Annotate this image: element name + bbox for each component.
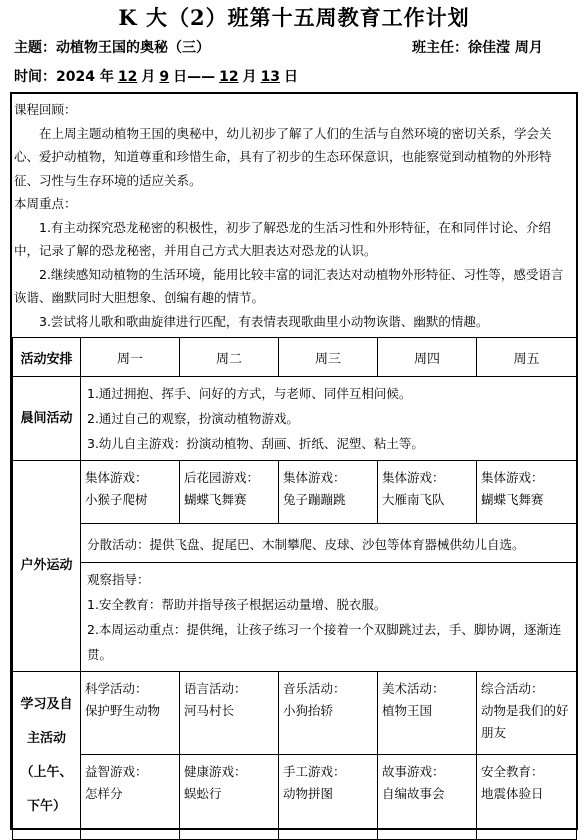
study-label [13,672,81,840]
guidance-heading: 观察指导： [87,572,150,587]
header-cell: 周三 [279,338,378,377]
time-day-end: 13 [260,69,281,85]
header-cell: 周二 [180,338,279,377]
time-label: 时间：2024 年 [14,69,114,85]
game-type: 集体游戏： [85,470,148,485]
activity-type: 音乐活动： [283,681,346,696]
game-type: 后花园游戏： [184,470,260,485]
activity-name: 蜈蚣行 [184,786,222,801]
focus-item: 1.有主动探究恐龙秘密的积极性，初步了解恐龙的生活习性和外形特征，在和同伴讨论、介绍中，记录了解的恐龙秘密，并用自己方式大胆表达对恐龙的认识。 [14,219,551,258]
outdoor-label: 户外运动 [13,461,81,672]
morning-label: 晨间活动 [13,377,81,461]
activity-type: 健康游戏： [184,764,247,779]
list-item: 2.通过自己的观察，扮演动植物游戏。 [87,411,299,426]
time-day-start: 9 [159,69,170,85]
activity-name: 动物是我们的好朋友 [481,703,569,740]
game-cell [279,461,378,524]
header-row [13,338,577,377]
activity-type: 手工游戏： [283,764,346,779]
list-item: 1.安全教育：帮助并指导孩子根据运动量增、脱衣服。 [87,597,387,612]
morning-row [13,377,577,461]
schedule-table [12,337,577,840]
game-name: 蝴蝶飞舞赛 [184,492,247,507]
outdoor-free-row [13,524,577,563]
activity-cell [477,672,577,755]
activity-cell [81,755,180,840]
activity-cell [378,755,477,840]
activity-type: 科学活动： [85,681,148,696]
activity-cell [378,672,477,755]
time-month-unit-2: 月 [242,69,257,85]
game-cell [180,461,279,524]
header-cell: 周四 [378,338,477,377]
activity-type: 综合活动： [481,681,544,696]
list-item: 1.通过拥抱、挥手、问好的方式，与老师、同伴互相问候。 [87,386,412,401]
header-cell: 周五 [477,338,577,377]
activity-name: 地震体验日 [481,786,544,801]
activity-name: 植物王国 [382,703,433,718]
plan-sheet [10,92,578,830]
review-heading: 课程回顾： [14,102,77,117]
game-type: 集体游戏： [283,470,346,485]
activity-name: 怎样分 [85,786,123,801]
focus-item: 3.尝试将儿歌和歌曲旋律进行匹配，有表情表现歌曲里小动物诙谐、幽默的情趣。 [39,313,489,329]
game-cell [378,461,477,524]
activity-type: 语言活动： [184,681,247,696]
outdoor-free: 分散活动：提供飞盘、捉尾巴、木制攀爬、皮球、沙包等体育器械供幼儿自选。 [81,524,577,563]
activity-cell [180,755,279,840]
study-label-line: 主活动 [26,730,66,746]
study-label-line: 下午） [26,798,66,814]
time-day-unit-2: 日 [284,69,299,85]
time-month-start: 12 [117,69,138,85]
activity-cell [279,672,378,755]
activity-name: 保护野生动物 [85,703,161,718]
activity-name: 小狗抬轿 [283,703,334,718]
list-item: 2.本周运动重点：提供绳，让孩子练习一个接着一个双脚跳过去，手、脚协调，逐渐连贯。 [87,622,562,662]
outdoor-games-row [13,461,577,524]
focus-item: 2.继续感知动植物的生活环境，能用比较丰富的词汇表达对动植物外形特征、习性等，感受语言诙谐、幽默同时大胆想象、创编有趣的情节。 [14,266,564,305]
game-name: 大雁南飞队 [382,492,445,507]
guidance-row [13,563,577,672]
review-section [14,98,574,333]
header-cell: 活动安排 [13,338,81,377]
game-name: 蝴蝶飞舞赛 [481,492,544,507]
study-label-line: 学习及自 [20,696,73,712]
activity-cell [279,755,378,840]
header-cell: 周一 [81,338,180,377]
time-day-unit: 日—— [173,69,216,85]
game-cell [477,461,577,524]
activity-type: 故事游戏： [382,764,445,779]
time-line [14,66,298,86]
game-name: 小猴子爬树 [85,492,148,507]
morning-content [81,377,577,461]
game-name: 兔子蹦蹦跳 [283,492,346,507]
activity-type: 安全教育： [481,764,544,779]
study-row-2 [13,755,577,840]
activity-name: 自编故事会 [382,786,445,801]
study-row-1 [13,672,577,755]
game-type: 集体游戏： [481,470,544,485]
study-label-line: （上午、 [20,764,73,780]
activity-cell [180,672,279,755]
teacher-label: 班主任：徐佳滢 周月 [412,40,543,56]
time-month-end: 12 [219,69,239,85]
activity-type: 益智游戏： [85,764,148,779]
activity-cell [477,755,577,840]
review-text: 在上周主题动植物王国的奥秘中，幼儿初步了解了人们的生活与自然环境的密切关系，学会关心、爱护动植物，知道尊重和珍惜生命，具有了初步的生态环保意识，也能察觉到动植物的外形特征、习性与生存环境的适应关系。 [14,125,552,188]
focus-heading: 本周重点： [14,196,77,211]
game-cell [81,461,180,524]
activity-name: 动物拼图 [283,786,334,801]
activity-type: 美术活动： [382,681,445,696]
page-title: K 大（2）班第十五周教育工作计划 [118,5,470,30]
theme-label: 主题：动植物王国的奥秘（三） [14,40,210,56]
activity-cell [81,672,180,755]
game-type: 集体游戏： [382,470,445,485]
time-month-unit: 月 [141,69,156,85]
guidance-content [81,563,577,672]
list-item: 3.幼儿自主游戏：扮演动植物、刮画、折纸、泥塑、粘土等。 [87,436,424,451]
activity-name: 河马村长 [184,703,235,718]
